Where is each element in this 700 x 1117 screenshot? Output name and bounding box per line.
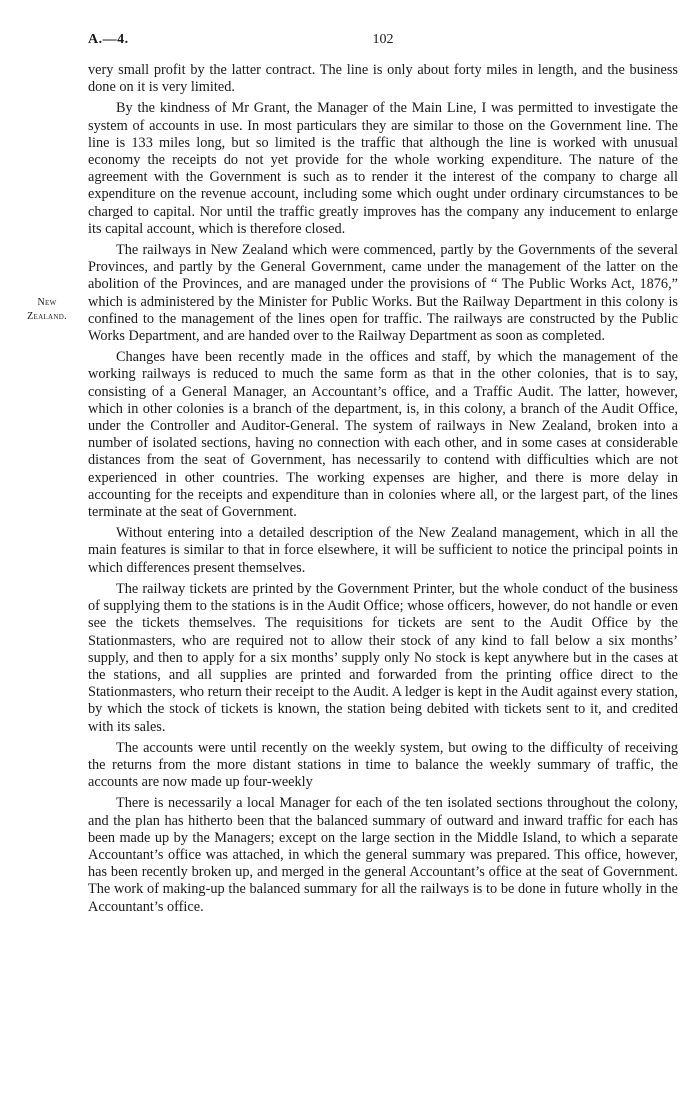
page-header: [88, 32, 678, 52]
body-text: [88, 62, 678, 916]
paragraph: There is necessarily a local Manager for each of the ten isolated sections throughout the colony, and the plan has hitherto been that the balanced summary of outward and inward traffic for each has been made up by the Managers; except on the large section in the Middle Island, to which a separate Accountant’s office was attached, in which the general summary was prepared. This office, however, has been recently broken up, and merged in the general Accountant’s office at the seat of Government. The work of making-up the balanced summary for all the railways is to be done in future wholly in the Accountant’s office.: [88, 795, 678, 915]
page-number: 102: [372, 32, 394, 47]
paragraph: The railway tickets are printed by the Government Printer, but the whole conduct of the business of supplying them to the stations is in the Audit Office; whose officers, however, do not handle or even see the tickets themselves. The requisitions for tickets are sent to the Audit Office by the Stationmasters, who are required not to allow their stock of any kind to fall below a six months’ supply, and then to apply for a six months’ supply only No stock is kept anywhere but in the cases at the stations, and all supplies are printed and forwarded from the printing office direct to the Stationmasters, who return their receipt to the Audit. A ledger is kept in the Audit against every station, by which the stock of tickets is known, the station being debited with tickets sent to it, and credited with its sales.: [88, 580, 678, 735]
paragraph: Changes have been recently made in the offices and staff, by which the management of the working railways is reduced to much the same form as that in the other colonies, that is to say, consisting of a General Manager, an Accountant’s office, and a Traffic Audit. The latter, however, which in other colonies is a branch of the department, is, in this colony, a branch of the Audit Office, under the Controller and Auditor-General. The system of railways in New Zealand, broken into a number of isolated sections, having no connection with each other, and in some cases at considerable distances from the seat of Government, has necessarily to contend with difficulties which are not experienced in other countries. The working expenses are higher, and there is more delay in accounting for the receipts and expenditure than in colonies where all, or the largest part, of the lines terminate at the seat of Government.: [88, 349, 678, 521]
paragraph: The accounts were until recently on the weekly system, but owing to the difficulty of receiving the returns from the more distant stations in time to balance the weekly summary of traffic, the accounts are now made up four-weekly: [88, 739, 678, 791]
paragraph: The railways in New Zealand which were commenced, partly by the Governments of the several Provinces, and partly by the General Government, came under the management of the latter on the abolition of the Provinces, and are managed under the provisions of “ The Public Works Act, 1876,” which is administered by the Minister for Public Works. But the Railway Department in this colony is confined to the management of the lines open for traffic. The railways are constructed by the Public Works Department, and are handed over to the Railway Department as soon as completed.: [88, 242, 678, 345]
margin-note-line-1: New: [37, 297, 57, 308]
document-reference: A.—4.: [88, 32, 129, 47]
paragraph: very small profit by the latter contract. The line is only about forty miles in length, and the business done on it is very limited.: [88, 62, 678, 96]
margin-note-new-zealand: [14, 296, 80, 324]
margin-note-line-2: Zealand.: [27, 311, 67, 322]
paragraph: By the kindness of Mr Grant, the Manager of the Main Line, I was permitted to investigate the system of accounts in use. In most particulars they are similar to those on the Government line. The line is 133 miles long, but so limited is the traffic that although the line is worked with unusual economy the receipts do not yet provide for the whole working expenditure. The nature of the agreement with the Government is such as to render it the interest of the company to charge all expenditure on the revenue account, including some which ought under ordinary circumstances to be charged to capital. Nor until the traffic greatly improves has the company any inducement to enlarge its capital account, which is therefore closed.: [88, 100, 678, 237]
paragraph: Without entering into a detailed description of the New Zealand management, which in all the main features is similar to that in force elsewhere, it will be sufficient to notice the principal points in which differences present themselves.: [88, 525, 678, 576]
